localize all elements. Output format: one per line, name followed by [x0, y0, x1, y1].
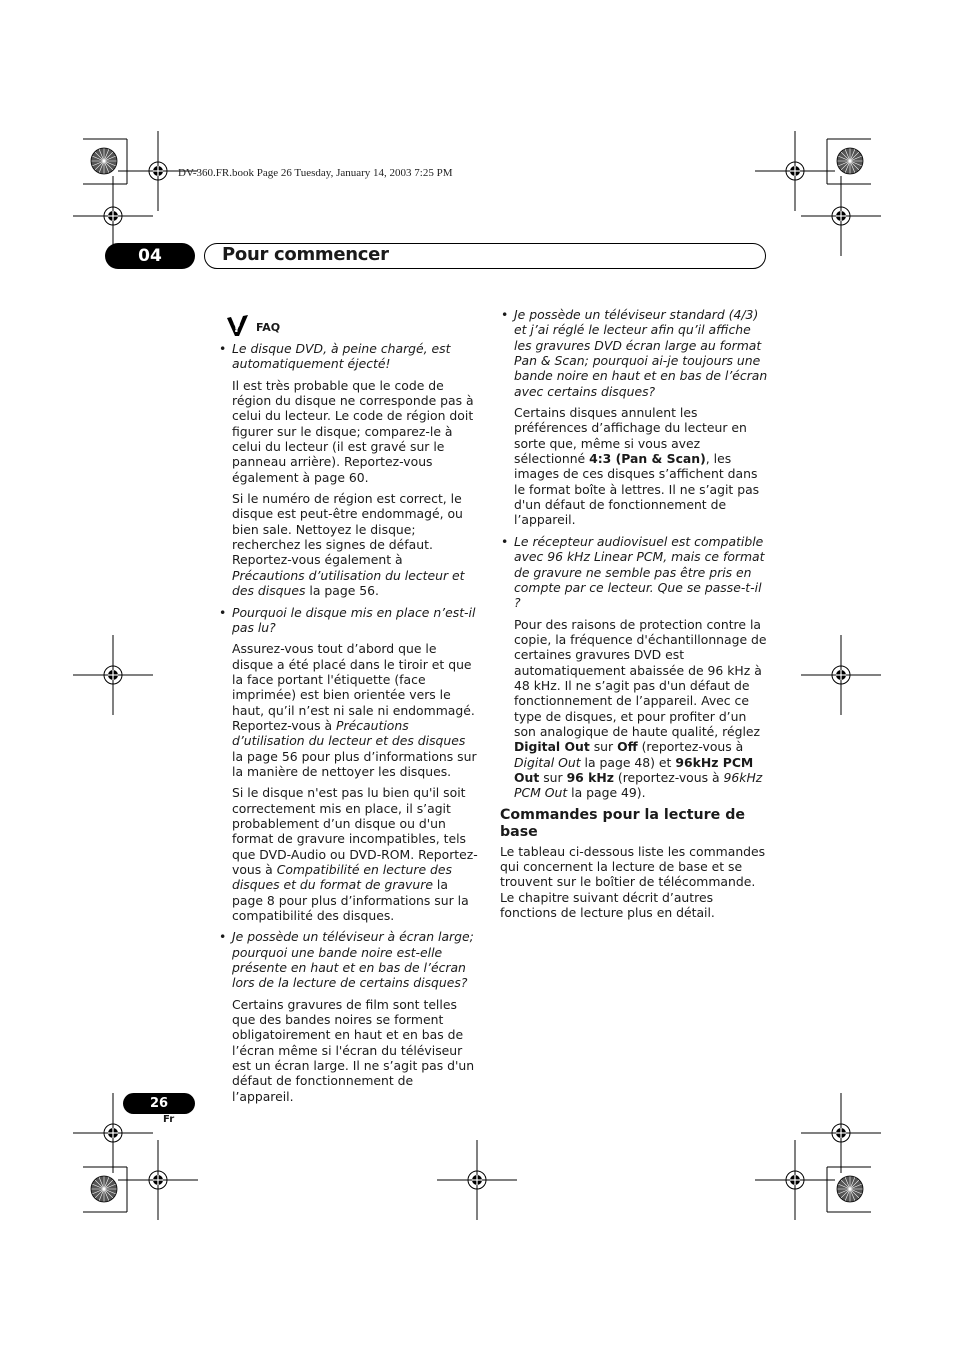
cross-reference: Compatibilité en lecture des disques et du format de gravure: [232, 862, 452, 893]
right-column: [500, 307, 770, 920]
question-text: Le disque DVD, à peine chargé, est automatiquement éjecté!: [232, 341, 451, 372]
bullet-marker: •: [501, 533, 509, 549]
answer-paragraph: Il est très probable que le code de région du disque ne corresponde pas à celui du lecteur. Le code de région doit figurer sur le disque; comparez-le à celui du lecteur (il est gravé sur le panneau arrière). Reportez-vous également à page 60.: [232, 377, 474, 485]
section-body: Le tableau ci-dessous liste les commandes qui concernent la lecture de base et se trouvent sur le boîtier de télécommande. Le chapitre suivant décrit d’autres fonctions de lecture plus en détail.: [500, 843, 766, 921]
faq-answer-5: [500, 617, 770, 801]
answer-paragraph: Certains gravures de film sont telles que des bandes noires se forment obligatoirement en haut et en bas de l’écran même si l'écran du téléviseur est un écran large. Il ne s’agit pas d'un défaut de fonctionnement de l’appareil.: [232, 996, 475, 1104]
page-language-code: Fr: [163, 1114, 175, 1125]
setting-value: Off: [617, 739, 638, 755]
faq-answer-4: [500, 405, 770, 528]
cross-reference: Précautions d’utilisation du lecteur et des disques: [232, 717, 466, 749]
faq-question-5: [500, 534, 770, 611]
section-heading: Commandes pour la lecture de base: [500, 806, 745, 840]
faq-question-4: [500, 307, 770, 399]
bullet-marker: •: [501, 307, 509, 322]
bullet-marker: •: [219, 604, 227, 620]
print-job-slug: DV-360.FR.book Page 26 Tuesday, January 14, 2003 7:25 PM: [178, 167, 453, 179]
cross-reference: Précautions d’utilisation du lecteur et des disques: [232, 567, 465, 599]
question-text: Le récepteur audiovisuel est compatible avec 96 kHz Linear PCM, mais ce format de gravure ne semble pas être pris en compte par ce lecteur. Que se passe-t-il ?: [514, 533, 765, 611]
bullet-marker: •: [219, 341, 227, 356]
faq-heading: [218, 313, 478, 339]
cross-reference: Digital Out: [514, 754, 581, 770]
faq-answer-1: [218, 378, 478, 599]
faq-answer-2: [218, 641, 478, 923]
faq-question-1: [218, 341, 478, 372]
chapter-number-badge: 04: [105, 243, 195, 269]
faq-question-icon: [224, 313, 250, 339]
answer-paragraph: Si le numéro de région est correct, le disque est peut-être endommagé, ou bien sale. Nettoyez le disque; recherchez les signes de défaut. Reportez-vous également à Précautions d’utilisation du lecteur et des disques la page 56.: [232, 491, 465, 599]
answer-paragraph: Assurez-vous tout d’abord que le disque a été placé dans le tiroir et que la face portant l'étiquette (face imprimée) est bien orientée vers le haut, qu’il n’est ni sale ni endommagé. Reportez-vous à Précautions d’utilisation du lecteur et des disques la page 56 pour plus d’informations sur la manière de nettoyer les disques.: [232, 641, 477, 779]
answer-paragraph: Si le disque n'est pas lu bien qu'il soit correctement mis en place, il s’agit probablement d’un disque ou d'un format de gravure incompatibles, tels que DVD-Audio ou DVD-ROM. Reportez-vous à Compatibilité en lecture des disques et du format de gravure la page 8 pour plus d’informations sur la compatibilité des disques.: [232, 785, 478, 924]
setting-value: 96 kHz: [566, 769, 614, 785]
question-text: Je possède un téléviseur standard (4/3) et j’ai réglé le lecteur afin qu’il affiche les gravures DVD écran large au format Pan & Scan; pourquoi ai-je toujours une bande noire en haut et en bas de l’écran avec certains disques?: [514, 307, 768, 399]
chapter-title: Pour commencer: [222, 244, 389, 265]
faq-question-3: [218, 929, 478, 990]
left-column: [218, 313, 478, 1104]
answer-paragraph: Certains disques annulent les préférences d’affichage du lecteur en sorte que, même si vous avez sélectionné 4:3 (Pan & Scan), les images de ces disques s’affichent dans le format boîte à lettres. Il ne s’agit pas d'un défaut de fonctionnement de l’appareil.: [514, 405, 760, 528]
faq-answer-3: [218, 997, 478, 1104]
svg-text:?: ?: [233, 321, 241, 336]
page-number-badge: 26: [123, 1093, 195, 1114]
faq-label: FAQ: [256, 321, 281, 334]
setting-name: 4:3 (Pan & Scan): [589, 451, 706, 467]
faq-question-2: [218, 605, 478, 636]
bullet-marker: •: [219, 929, 227, 945]
setting-name: 96kHz PCM Out: [514, 754, 754, 785]
cross-reference: 96kHz PCM Out: [514, 769, 763, 801]
question-text: Je possède un téléviseur à écran large; pourquoi une bande noire est-elle présente en haut et en bas de l’écran lors de la lecture de certains disques?: [232, 929, 474, 991]
question-text: Pourquoi le disque mis en place n’est-il pas lu?: [232, 604, 476, 635]
answer-paragraph: Pour des raisons de protection contre la copie, la fréquence d'échantillonnage de certaines gravures DVD est automatiquement abaissée de 96 kHz à 48 kHz. Il ne s’agit pas d'un défaut de fonctionnement de l’appareil. Avec ce type de disques, et pour profiter d’un son analogique de haute qualité, réglez Digital Out sur Off (reportez-vous à Digital Out la page 48) et 96kHz PCM Out sur 96 kHz (reportez-vous à 96kHz PCM Out la page 49).: [514, 616, 767, 801]
setting-name: Digital Out: [514, 739, 590, 755]
